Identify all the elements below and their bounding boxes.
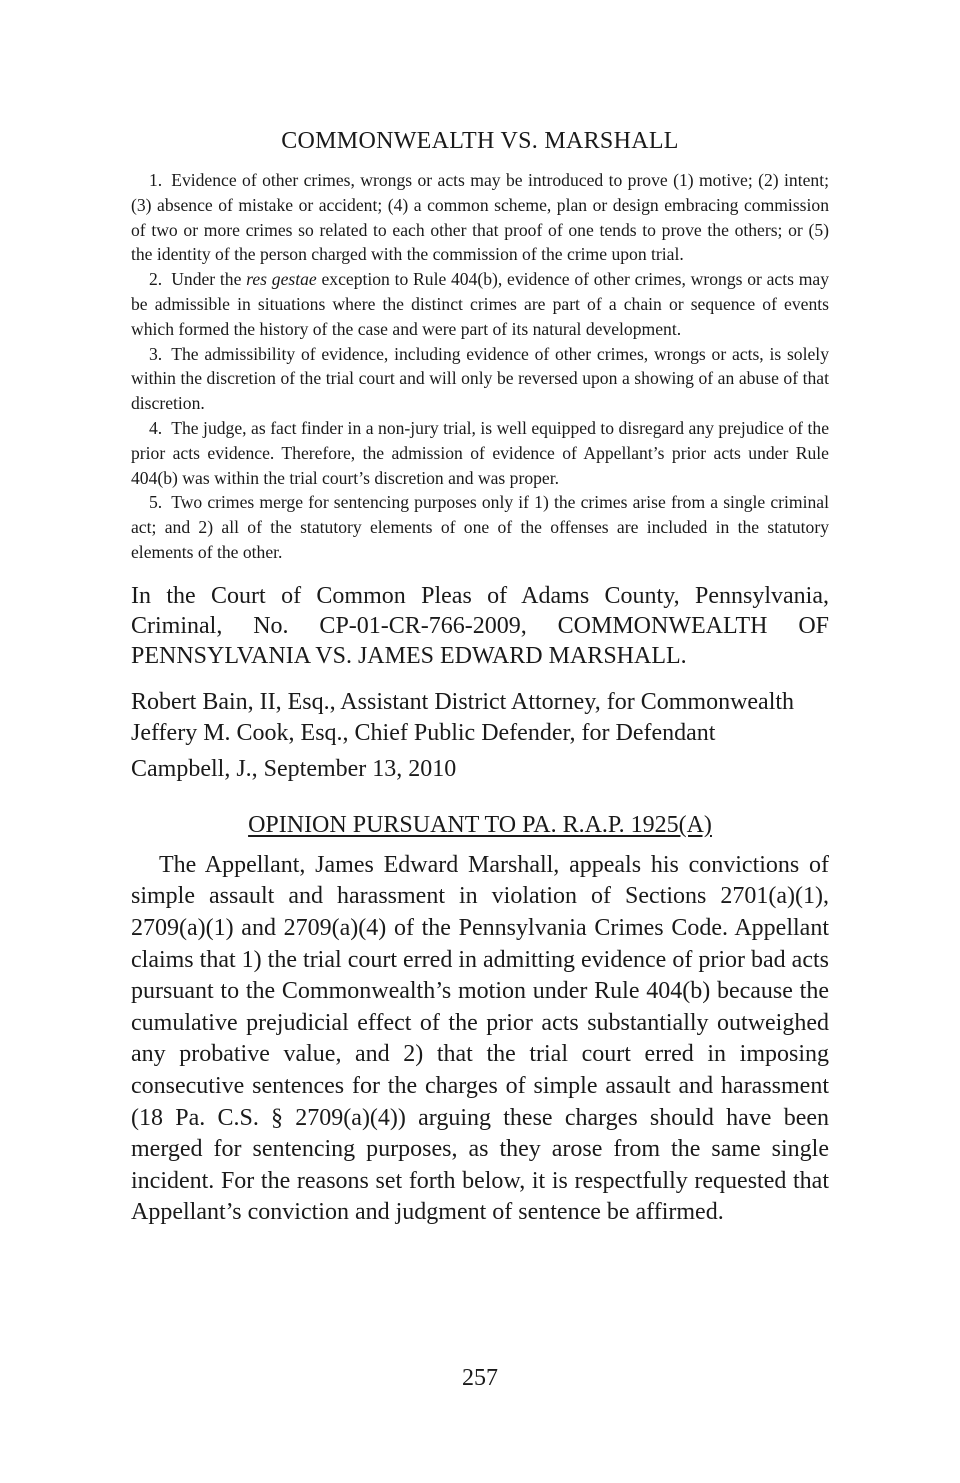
headnote-4 [131,416,829,490]
judge-line: Campbell, J., September 13, 2010 [131,755,457,782]
counsel-defendant: Jeffery M. Cook, Esq., Chief Public Defender, for Defendant [131,719,716,746]
headnote-number: 4. [149,417,163,438]
headnotes [131,168,829,565]
headnote-text-before: Under the [171,269,247,290]
headnote-3 [131,342,829,416]
headnote-italic-term: res gestae [246,269,317,290]
page-content [131,126,829,1229]
headnote-number: 2. [149,269,163,290]
headnote-text: The judge, as fact finder in a non-jury trial, is well equipped to disregard any prejudice of the prior acts evidence. Therefore, the admission of evidence of Appellant’s prior acts under Rule 404(b) was within the trial court’s discretion and was proper. [131,417,829,488]
counsel-block [131,687,829,749]
headnote-text: Evidence of other crimes, wrongs or acts may be introduced to prove (1) motive; (2) intent; (3) absence of mistake or accident; (4) a common scheme, plan or design embracing commission of two or more crimes so related to each other that proof of one tends to prove the others; or (5) the identity of the person charged with the commission of the crime upon trial. [131,170,829,265]
opinion-title: OPINION PURSUANT TO PA. R.A.P. 1925(A) [248,811,712,838]
headnote-1 [131,168,829,267]
headnote-number: 5. [149,492,163,513]
headnote-number: 3. [149,343,163,364]
headnote-text: Two crimes merge for sentencing purposes only if 1) the crimes arise from a single criminal act; and 2) all of the statutory elements of one of the offenses are included in the statutory elements of the other. [131,492,829,562]
headnote-number: 1. [149,170,163,190]
headnote-text: The admissibility of evidence, including evidence of other crimes, wrongs or acts, is solely within the discretion of the trial court and will only be reversed upon a showing of an abuse of that discretion. [131,343,829,414]
counsel-commonwealth: Robert Bain, II, Esq., Assistant District Attorney, for Commonwealth [131,688,795,715]
page-number: 257 [462,1365,498,1391]
case-caption: In the Court of Common Pleas of Adams County, Pennsylvania, Criminal, No. CP-01-CR-766-2009, COMMONWEALTH OF PENNSYLVANIA VS. JAMES EDWARD MARSHALL. [131,582,829,669]
opinion-paragraph: The Appellant, James Edward Marshall, appeals his convictions of simple assault and harassment in violation of Sections 2701(a)(1), 2709(a)(1) and 2709(a)(4) of the Pennsylvania Crimes Code. Appellant claims that 1) the trial court erred in admitting evidence of prior bad acts pursuant to the Commonwealth’s motion under Rule 404(b) because the cumulative prejudicial effect of the prior acts substantially outweighed any probative value, and 2) that the trial court erred in imposing consecutive sentences for the charges of simple assault and harassment (18 Pa. C.S. § 2709(a)(4)) arguing these charges should have been merged for sentencing purposes, as they arose from the same single incident. For the reasons set forth below, it is respectfully requested that Appellant’s conviction and judgment of sentence be affirmed. [131,851,829,1226]
headnote-2 [131,267,829,341]
headnote-text-after: exception to Rule 404(b), evidence of other crimes, wrongs or acts may be admissible in situations where the distinct crimes are part of a chain or sequence of events which formed the history of the case and were part of its natural development. [131,269,829,339]
running-head: COMMONWEALTH VS. MARSHALL [281,128,679,154]
headnote-5 [131,490,829,564]
